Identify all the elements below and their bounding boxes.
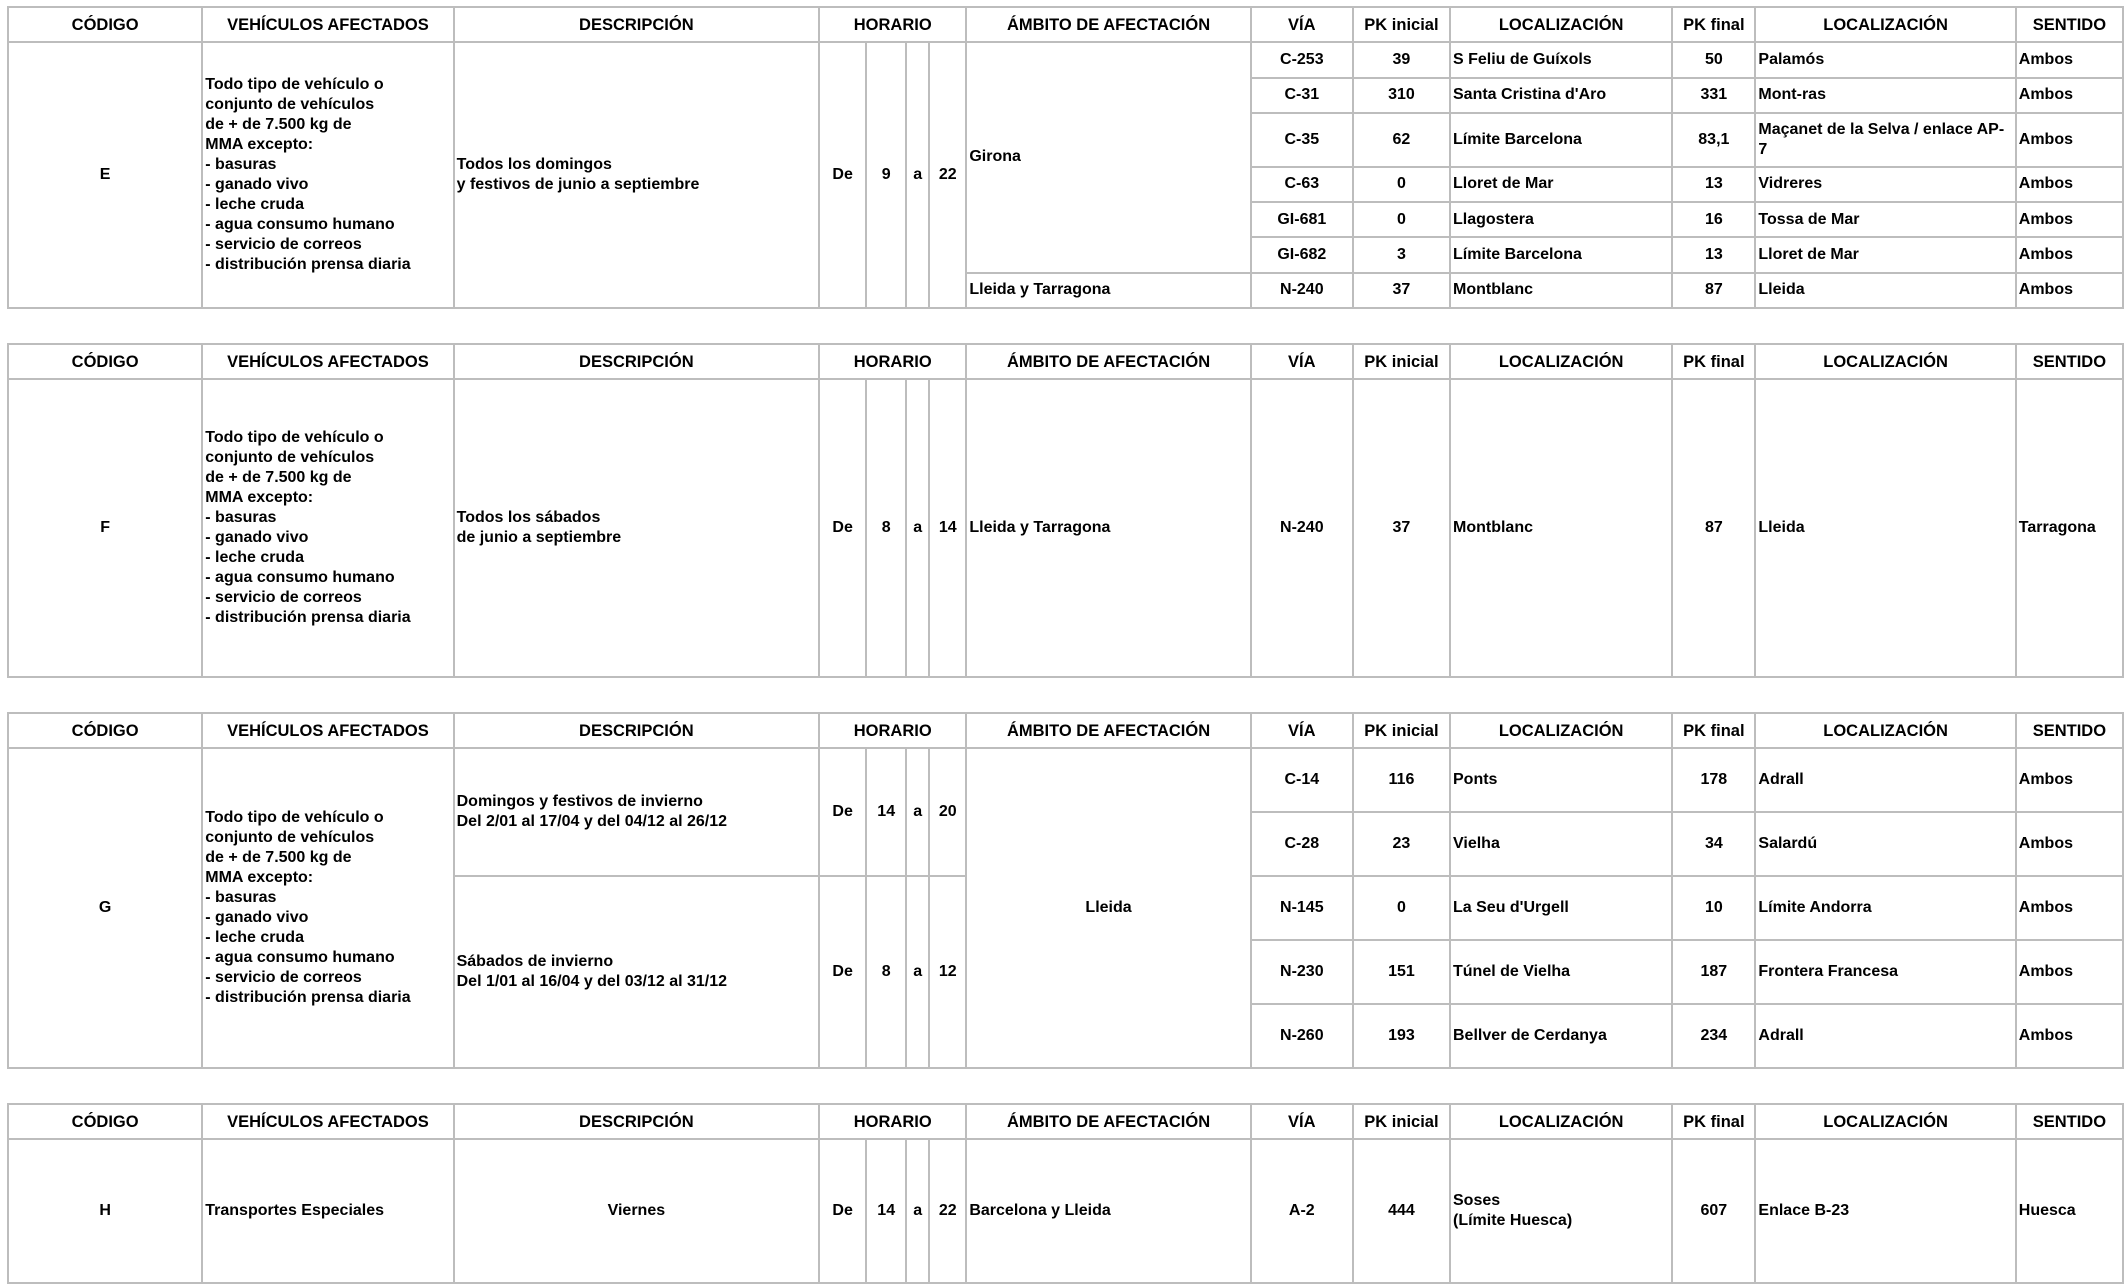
pk-inicial-cell: 0 bbox=[1353, 202, 1450, 237]
localizacion-inicial-cell: La Seu d'Urgell bbox=[1450, 876, 1672, 940]
horario-to: 14 bbox=[929, 379, 966, 677]
header-localizacion-final: LOCALIZACIÓN bbox=[1755, 1104, 2015, 1139]
sentido-cell: Ambos bbox=[2016, 876, 2123, 940]
sentido-cell: Ambos bbox=[2016, 202, 2123, 237]
header-localizacion-inicial: LOCALIZACIÓN bbox=[1450, 7, 1672, 42]
header-pk-final: PK final bbox=[1672, 7, 1755, 42]
code-cell: E bbox=[8, 42, 202, 308]
header-sentido: SENTIDO bbox=[2016, 7, 2123, 42]
pk-inicial-cell: 116 bbox=[1353, 748, 1450, 812]
localizacion-final-cell: Vidreres bbox=[1755, 167, 2015, 202]
vehicles-cell: Todo tipo de vehículo o conjunto de vehículos de + de 7.500 kg de MMA excepto: - basuras - ganado vivo - leche cruda - agua consumo humano - servicio de correos - distribución prensa diaria bbox=[202, 379, 453, 677]
localizacion-inicial-cell: Bellver de Cerdanya bbox=[1450, 1004, 1672, 1068]
code-cell: G bbox=[8, 748, 202, 1068]
header-sentido: SENTIDO bbox=[2016, 344, 2123, 379]
pk-final-cell: 34 bbox=[1672, 812, 1755, 876]
header-pk-inicial: PK inicial bbox=[1353, 1104, 1450, 1139]
code-cell: H bbox=[8, 1139, 202, 1283]
table-block-h bbox=[7, 1103, 2124, 1284]
header-row bbox=[8, 1104, 2123, 1139]
vehicles-cell: Todo tipo de vehículo o conjunto de vehículos de + de 7.500 kg de MMA excepto: - basuras - ganado vivo - leche cruda - agua consumo humano - servicio de correos - distribución prensa diaria bbox=[202, 748, 453, 1068]
pk-inicial-cell: 444 bbox=[1353, 1139, 1450, 1283]
header-via: VÍA bbox=[1251, 713, 1353, 748]
header-pk-final: PK final bbox=[1672, 713, 1755, 748]
horario-a: a bbox=[906, 1139, 929, 1283]
localizacion-final-cell: Límite Andorra bbox=[1755, 876, 2015, 940]
table-block-f bbox=[7, 343, 2124, 678]
localizacion-inicial-cell: Túnel de Vielha bbox=[1450, 940, 1672, 1004]
sentido-cell: Ambos bbox=[2016, 78, 2123, 113]
header-vehiculos: VEHÍCULOS AFECTADOS bbox=[202, 344, 453, 379]
header-localizacion-inicial: LOCALIZACIÓN bbox=[1450, 713, 1672, 748]
header-codigo: CÓDIGO bbox=[8, 344, 202, 379]
header-sentido: SENTIDO bbox=[2016, 1104, 2123, 1139]
header-localizacion-final: LOCALIZACIÓN bbox=[1755, 713, 2015, 748]
header-horario: HORARIO bbox=[819, 344, 966, 379]
localizacion-final-cell: Mont-ras bbox=[1755, 78, 2015, 113]
ambito-cell: Lleida bbox=[966, 748, 1250, 1068]
sentido-cell: Tarragona bbox=[2016, 379, 2123, 677]
pk-final-cell: 13 bbox=[1672, 237, 1755, 272]
via-cell: C-35 bbox=[1251, 113, 1353, 167]
sentido-cell: Huesca bbox=[2016, 1139, 2123, 1283]
via-cell: C-253 bbox=[1251, 42, 1353, 77]
header-pk-inicial: PK inicial bbox=[1353, 713, 1450, 748]
sentido-cell: Ambos bbox=[2016, 113, 2123, 167]
localizacion-final-cell: Salardú bbox=[1755, 812, 2015, 876]
header-ambito: ÁMBITO DE AFECTACIÓN bbox=[966, 713, 1250, 748]
header-ambito: ÁMBITO DE AFECTACIÓN bbox=[966, 7, 1250, 42]
ambito-cell: Barcelona y Lleida bbox=[966, 1139, 1250, 1283]
horario-from: 9 bbox=[866, 42, 906, 308]
sentido-cell: Ambos bbox=[2016, 812, 2123, 876]
pk-final-cell: 331 bbox=[1672, 78, 1755, 113]
pk-inicial-cell: 0 bbox=[1353, 876, 1450, 940]
sentido-cell: Ambos bbox=[2016, 167, 2123, 202]
horario-from: 14 bbox=[866, 748, 906, 876]
localizacion-inicial-cell: Santa Cristina d'Aro bbox=[1450, 78, 1672, 113]
header-descripcion: DESCRIPCIÓN bbox=[454, 7, 820, 42]
ambito-cell: Lleida y Tarragona bbox=[966, 379, 1250, 677]
localizacion-inicial-cell: Soses (Límite Huesca) bbox=[1450, 1139, 1672, 1283]
via-cell: N-260 bbox=[1251, 1004, 1353, 1068]
header-row bbox=[8, 713, 2123, 748]
header-vehiculos: VEHÍCULOS AFECTADOS bbox=[202, 713, 453, 748]
description-cell: Todos los domingos y festivos de junio a septiembre bbox=[454, 42, 820, 308]
horario-to: 22 bbox=[929, 42, 966, 308]
header-pk-inicial: PK inicial bbox=[1353, 7, 1450, 42]
header-row bbox=[8, 7, 2123, 42]
vehicles-cell: Transportes Especiales bbox=[202, 1139, 453, 1283]
header-ambito: ÁMBITO DE AFECTACIÓN bbox=[966, 1104, 1250, 1139]
horario-to: 12 bbox=[929, 876, 966, 1068]
via-cell: N-145 bbox=[1251, 876, 1353, 940]
localizacion-final-cell: Lleida bbox=[1755, 379, 2015, 677]
header-codigo: CÓDIGO bbox=[8, 1104, 202, 1139]
localizacion-final-cell: Adrall bbox=[1755, 1004, 2015, 1068]
horario-de: De bbox=[819, 379, 866, 677]
pk-final-cell: 50 bbox=[1672, 42, 1755, 77]
header-vehiculos: VEHÍCULOS AFECTADOS bbox=[202, 1104, 453, 1139]
localizacion-inicial-cell: Límite Barcelona bbox=[1450, 113, 1672, 167]
sentido-cell: Ambos bbox=[2016, 940, 2123, 1004]
header-descripcion: DESCRIPCIÓN bbox=[454, 1104, 820, 1139]
pk-final-cell: 87 bbox=[1672, 379, 1755, 677]
pk-inicial-cell: 310 bbox=[1353, 78, 1450, 113]
sentido-cell: Ambos bbox=[2016, 42, 2123, 77]
header-via: VÍA bbox=[1251, 7, 1353, 42]
pk-inicial-cell: 193 bbox=[1353, 1004, 1450, 1068]
header-localizacion-final: LOCALIZACIÓN bbox=[1755, 7, 2015, 42]
header-localizacion-final: LOCALIZACIÓN bbox=[1755, 344, 2015, 379]
horario-a: a bbox=[906, 748, 929, 876]
horario-de: De bbox=[819, 42, 866, 308]
header-localizacion-inicial: LOCALIZACIÓN bbox=[1450, 1104, 1672, 1139]
vehicles-cell: Todo tipo de vehículo o conjunto de vehículos de + de 7.500 kg de MMA excepto: - basuras - ganado vivo - leche cruda - agua consumo humano - servicio de correos - distribución prensa diaria bbox=[202, 42, 453, 308]
description-cell: Todos los sábados de junio a septiembre bbox=[454, 379, 820, 677]
header-localizacion-inicial: LOCALIZACIÓN bbox=[1450, 344, 1672, 379]
horario-a: a bbox=[906, 379, 929, 677]
header-horario: HORARIO bbox=[819, 1104, 966, 1139]
pk-final-cell: 83,1 bbox=[1672, 113, 1755, 167]
via-cell: C-31 bbox=[1251, 78, 1353, 113]
sentido-cell: Ambos bbox=[2016, 273, 2123, 308]
via-cell: N-240 bbox=[1251, 379, 1353, 677]
table-row bbox=[8, 1139, 2123, 1283]
table-block-e bbox=[7, 6, 2124, 309]
header-horario: HORARIO bbox=[819, 713, 966, 748]
header-ambito: ÁMBITO DE AFECTACIÓN bbox=[966, 344, 1250, 379]
header-pk-final: PK final bbox=[1672, 1104, 1755, 1139]
localizacion-inicial-cell: Llagostera bbox=[1450, 202, 1672, 237]
localizacion-final-cell: Palamós bbox=[1755, 42, 2015, 77]
pk-inicial-cell: 62 bbox=[1353, 113, 1450, 167]
header-codigo: CÓDIGO bbox=[8, 713, 202, 748]
pk-inicial-cell: 23 bbox=[1353, 812, 1450, 876]
via-cell: GI-682 bbox=[1251, 237, 1353, 272]
pk-final-cell: 607 bbox=[1672, 1139, 1755, 1283]
header-vehiculos: VEHÍCULOS AFECTADOS bbox=[202, 7, 453, 42]
pk-final-cell: 10 bbox=[1672, 876, 1755, 940]
header-pk-final: PK final bbox=[1672, 344, 1755, 379]
ambito-cell: Lleida y Tarragona bbox=[966, 273, 1250, 308]
localizacion-final-cell: Lloret de Mar bbox=[1755, 237, 2015, 272]
table-row bbox=[8, 42, 2123, 77]
code-cell: F bbox=[8, 379, 202, 677]
via-cell: C-63 bbox=[1251, 167, 1353, 202]
horario-to: 20 bbox=[929, 748, 966, 876]
via-cell: GI-681 bbox=[1251, 202, 1353, 237]
horario-de: De bbox=[819, 876, 866, 1068]
horario-a: a bbox=[906, 876, 929, 1068]
horario-from: 14 bbox=[866, 1139, 906, 1283]
localizacion-inicial-cell: Montblanc bbox=[1450, 379, 1672, 677]
header-sentido: SENTIDO bbox=[2016, 713, 2123, 748]
header-via: VÍA bbox=[1251, 1104, 1353, 1139]
pk-final-cell: 234 bbox=[1672, 1004, 1755, 1068]
header-descripcion: DESCRIPCIÓN bbox=[454, 344, 820, 379]
pk-inicial-cell: 37 bbox=[1353, 273, 1450, 308]
via-cell: N-230 bbox=[1251, 940, 1353, 1004]
pk-inicial-cell: 0 bbox=[1353, 167, 1450, 202]
description-cell: Domingos y festivos de invierno Del 2/01 al 17/04 y del 04/12 al 26/12 bbox=[454, 748, 820, 876]
localizacion-final-cell: Maçanet de la Selva / enlace AP-7 bbox=[1755, 113, 2015, 167]
localizacion-inicial-cell: Ponts bbox=[1450, 748, 1672, 812]
pk-final-cell: 178 bbox=[1672, 748, 1755, 812]
pk-final-cell: 187 bbox=[1672, 940, 1755, 1004]
localizacion-final-cell: Adrall bbox=[1755, 748, 2015, 812]
pk-final-cell: 13 bbox=[1672, 167, 1755, 202]
ambito-cell: Girona bbox=[966, 42, 1250, 272]
localizacion-final-cell: Lleida bbox=[1755, 273, 2015, 308]
pk-final-cell: 87 bbox=[1672, 273, 1755, 308]
header-codigo: CÓDIGO bbox=[8, 7, 202, 42]
localizacion-inicial-cell: S Feliu de Guíxols bbox=[1450, 42, 1672, 77]
localizacion-inicial-cell: Lloret de Mar bbox=[1450, 167, 1672, 202]
header-descripcion: DESCRIPCIÓN bbox=[454, 713, 820, 748]
horario-to: 22 bbox=[929, 1139, 966, 1283]
table-block-g bbox=[7, 712, 2124, 1069]
header-row bbox=[8, 344, 2123, 379]
horario-a: a bbox=[906, 42, 929, 308]
via-cell: A-2 bbox=[1251, 1139, 1353, 1283]
header-via: VÍA bbox=[1251, 344, 1353, 379]
via-cell: C-14 bbox=[1251, 748, 1353, 812]
horario-from: 8 bbox=[866, 876, 906, 1068]
pk-final-cell: 16 bbox=[1672, 202, 1755, 237]
table-row bbox=[8, 379, 2123, 677]
localizacion-final-cell: Enlace B-23 bbox=[1755, 1139, 2015, 1283]
description-cell: Sábados de invierno Del 1/01 al 16/04 y del 03/12 al 31/12 bbox=[454, 876, 820, 1068]
horario-de: De bbox=[819, 748, 866, 876]
localizacion-inicial-cell: Montblanc bbox=[1450, 273, 1672, 308]
localizacion-final-cell: Tossa de Mar bbox=[1755, 202, 2015, 237]
horario-from: 8 bbox=[866, 379, 906, 677]
header-pk-inicial: PK inicial bbox=[1353, 344, 1450, 379]
pk-inicial-cell: 39 bbox=[1353, 42, 1450, 77]
localizacion-inicial-cell: Límite Barcelona bbox=[1450, 237, 1672, 272]
pk-inicial-cell: 37 bbox=[1353, 379, 1450, 677]
pk-inicial-cell: 3 bbox=[1353, 237, 1450, 272]
pk-inicial-cell: 151 bbox=[1353, 940, 1450, 1004]
via-cell: C-28 bbox=[1251, 812, 1353, 876]
sentido-cell: Ambos bbox=[2016, 1004, 2123, 1068]
localizacion-inicial-cell: Vielha bbox=[1450, 812, 1672, 876]
sentido-cell: Ambos bbox=[2016, 748, 2123, 812]
via-cell: N-240 bbox=[1251, 273, 1353, 308]
description-cell: Viernes bbox=[454, 1139, 820, 1283]
horario-de: De bbox=[819, 1139, 866, 1283]
table-row bbox=[8, 748, 2123, 780]
sentido-cell: Ambos bbox=[2016, 237, 2123, 272]
header-horario: HORARIO bbox=[819, 7, 966, 42]
localizacion-final-cell: Frontera Francesa bbox=[1755, 940, 2015, 1004]
